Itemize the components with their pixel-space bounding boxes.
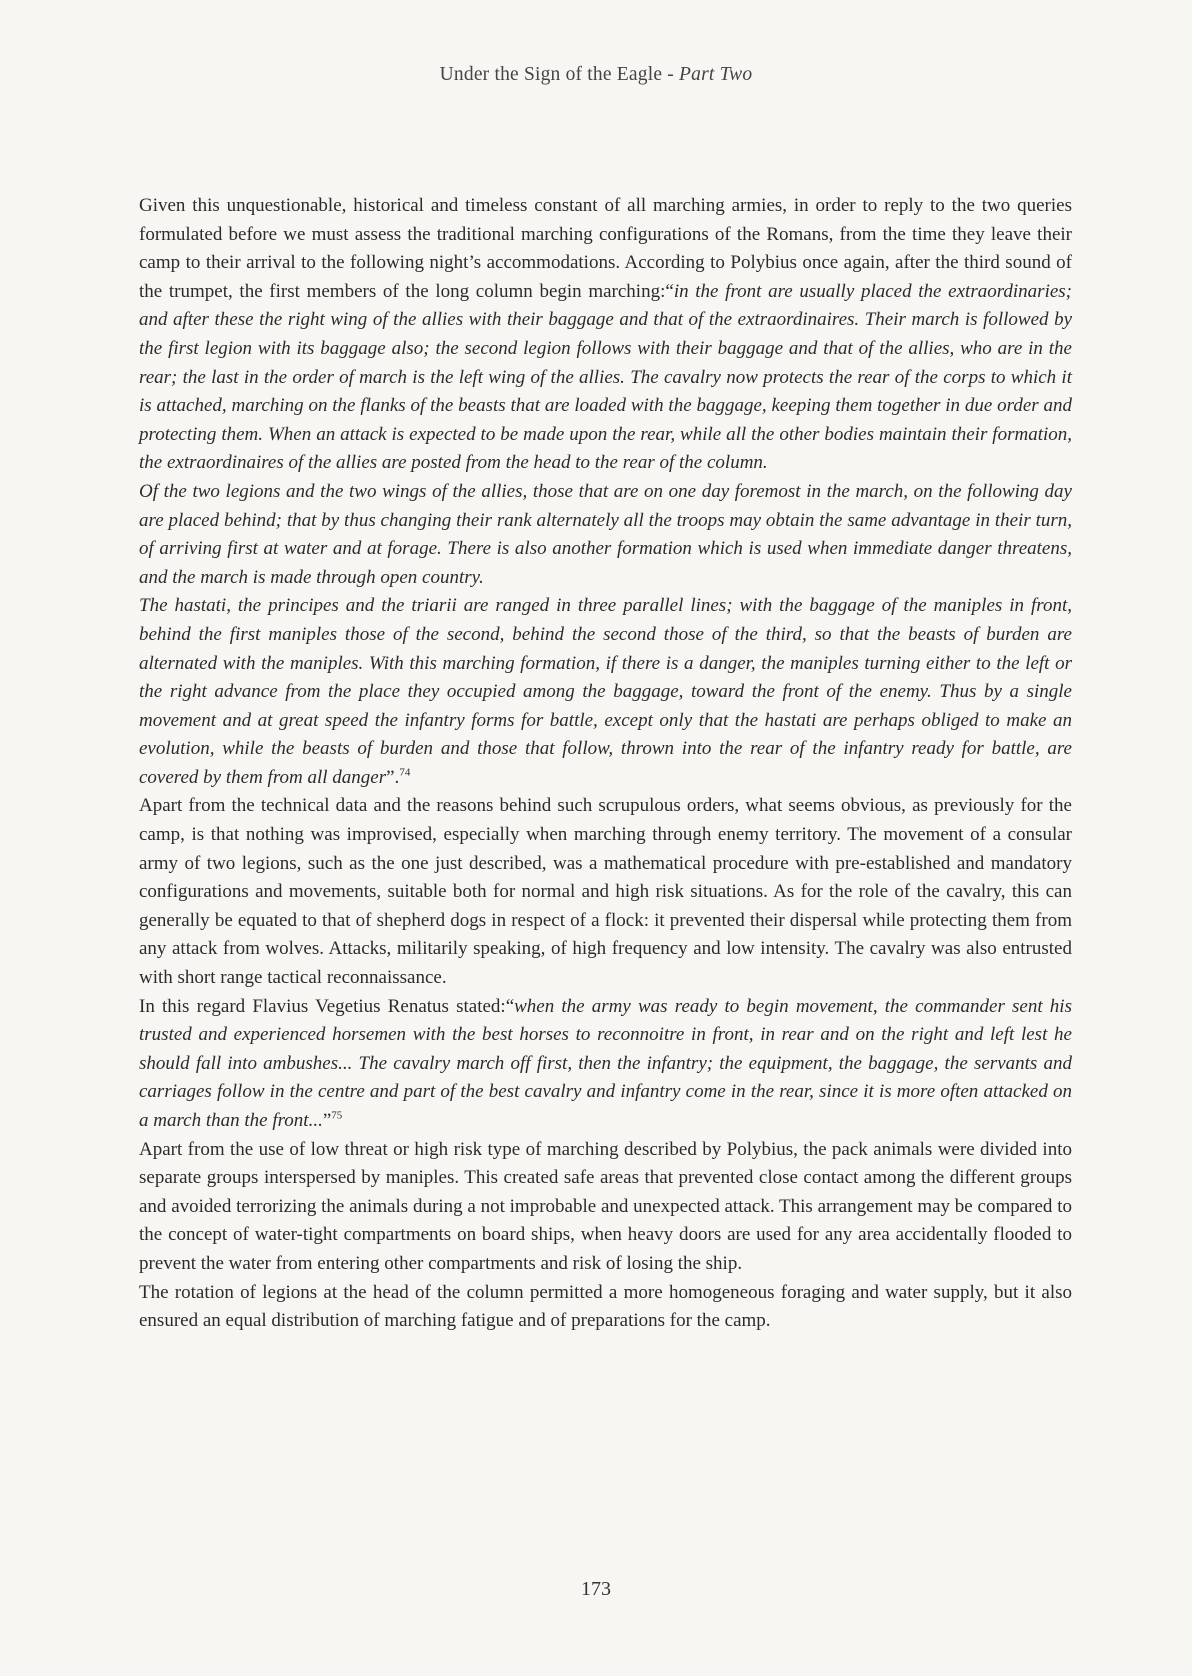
quotation-text: in the front are usually placed the extraordinaries; and after these the right wing of the allies with their baggage and that of the extraordinaires. Their march is followed by the first legion with its baggage also; the second legion follows with their baggage and that of the allies, who are in the rear; the last in the order of march is the left wing of the allies. The cavalry now protects the rear of the corps to which it is attached, marching on the flanks of the beasts that are loaded with the baggage, keeping them together in due order and protecting them. When an attack is expected to be made upon the rear, while all the other bodies maintain their formation, the extraordinaires of the allies are posted from the head to the rear of the column. [139,280,1073,474]
paragraph-text: Apart from the technical data and the reasons behind such scrupulous orders, what seems obvious, as previously for the camp, is that nothing was improvised, especially when marching through enemy territory. The movement of a consular army of two legions, such as the one just described, was a mathematical procedure with pre-established and mandatory configurations and movements, suitable both for normal and high risk situations. As for the role of the cavalry, this can generally be equated to that of shepherd dogs in respect of a flock: it prevented their dispersal while protecting them from any attack from wolves. Attacks, militarily speaking, of high frequency and low intensity. The cavalry was also entrusted with short range tactical reconnaissance. [139,795,1072,989]
footnote-marker: 75 [331,1109,343,1122]
paragraph [139,592,1072,792]
page-number: 173 [581,1578,611,1600]
book-title: Under the Sign of the Eagle [439,64,663,85]
main-text [139,192,1072,1336]
paragraph [139,1279,1072,1336]
paragraph [139,192,1072,478]
running-header [0,64,1192,86]
quotation-text: Of the two legions and the two wings of the allies, those that are on one day foremost in the march, on the following day are placed behind; that by thus changing their rank alternately all the troops may obtain the same advantage in their turn, of arriving first at water and at forage. There is also another formation which is used when immediate danger threatens, and the march is made through open country. [139,480,1072,588]
paragraph [139,993,1072,1136]
paragraph [139,792,1072,992]
paragraph-text: The rotation of legions at the head of the column permitted a more homogeneous foraging and water supply, but it also ensured an equal distribution of marching fatigue and of preparations for the camp. [139,1281,1072,1332]
quotation-text: when the army was ready to begin movement, the commander sent his trusted and experienced horsemen with the best horses to reconnoitre in front, in rear and on the right and left lest he should fall into ambushes... The cavalry march off first, then the infantry; the equipment, the baggage, the servants and carriages follow in the centre and part of the best cavalry and infantry come in the rear, since it is more often attacked on a march than the front... [139,995,1072,1131]
paragraph [139,478,1072,592]
header-separator: - [662,64,680,85]
paragraph-text: Apart from the use of low threat or high risk type of marching described by Polybius, the pack animals were divided into separate groups interspersed by maniples. This created safe areas that prevented close contact among the different groups and avoided terrorizing the animals during a not improbable and unexpected attack. This arrangement may be compared to the concept of water-tight compartments on board ships, when heavy doors are used for any area accidentally flooded to prevent the water from entering other compartments and risk of losing the ship. [139,1138,1072,1274]
paragraph-text: ” [322,1110,332,1131]
paragraph-text: Given this unquestionable, historical and timeless constant of all marching armies, in order to reply to the two queries formulated before we must assess the traditional marching configurations of the Romans, from the time they leave their camp to their arrival to the following night’s accommodations. According to Polybius once again, after the third sound of the trumpet, the first members of the long column begin marching:“ [139,195,1072,302]
part-label: Part Two [679,64,753,85]
paragraph-text: ”. [386,766,400,788]
footnote-marker: 74 [399,766,411,779]
paragraph-text: In this regard Flavius Vegetius Renatus stated:“ [139,995,515,1017]
quotation-text: The hastati, the principes and the triarii are ranged in three parallel lines; with the baggage of the maniples in front, behind the first maniples those of the second, behind the second those of the third, so that the beasts of burden are alternated with the maniples. With this marching formation, if there is a danger, the maniples turning either to the left or the right advance from the place they occupied among the baggage, toward the front of the enemy. Thus by a single movement and at great speed the infantry forms for battle, except only that the hastati are perhaps obliged to make an evolution, while the beasts of burden and those that follow, thrown into the rear of the infantry ready for battle, are covered by them from all danger [139,595,1072,788]
paragraph [139,1136,1072,1279]
